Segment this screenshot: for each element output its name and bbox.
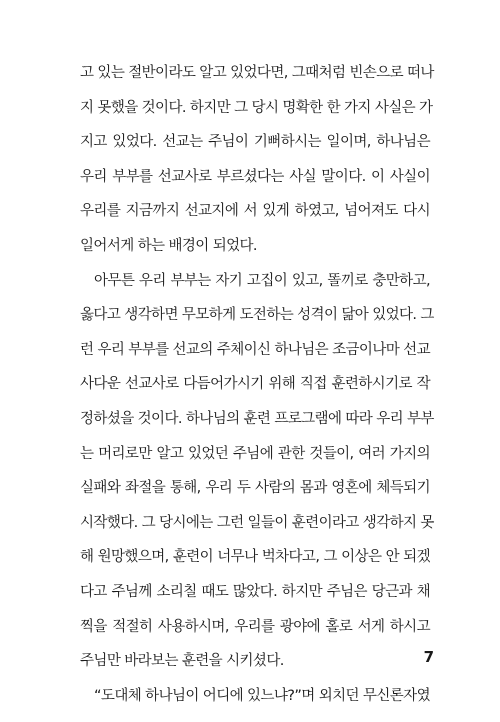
text-line: 는 머리로만 알고 있었던 주님에 관한 것들이, 여러 가지의 — [80, 445, 430, 462]
text-line: 우리 부부를 선교사로 부르셨다는 사실 말이다. 이 사실이 — [80, 168, 430, 185]
text-line: “도대체 하나님이 어디에 있느냐?”며 외치던 무신론자였 — [94, 687, 430, 704]
text-line: 지 못했을 것이다. 하지만 그 당시 명확한 한 가지 사실은 가 — [80, 99, 433, 116]
text-line: 정하셨을 것이다. 하나님의 훈련 프로그램에 따라 우리 부부 — [80, 410, 434, 427]
text-line: 시작했다. 그 당시에는 그런 일들이 훈련이라고 생각하지 못 — [80, 514, 434, 531]
page-number: 7 — [423, 648, 434, 666]
text-line: 런 우리 부부를 선교의 주체이신 하나님은 조금이나마 선교 — [80, 341, 430, 358]
text-line: 아무튼 우리 부부는 자기 고집이 있고, 똘끼로 충만하고, — [94, 272, 430, 289]
text-line: 사다운 선교사로 다듬어가시기 위해 직접 훈련하시기로 작 — [80, 376, 430, 393]
text-line: 찍을 적절히 사용하시며, 우리를 광야에 홀로 서게 하시고 — [80, 618, 430, 635]
text-line: 주님만 바라보는 훈련을 시키셨다. — [80, 653, 284, 670]
text-line: 고 있는 절반이라도 알고 있었다면, 그때처럼 빈손으로 떠나 — [80, 65, 434, 81]
text-line: 옳다고 생각하면 무모하게 도전하는 성격이 닮아 있었다. 그 — [80, 307, 434, 324]
body-text — [80, 56, 434, 713]
text-line: 우리를 지금까지 선교지에 서 있게 하였고, 넘어져도 다시 — [80, 203, 430, 220]
text-line: 일어서게 하는 배경이 되었다. — [80, 237, 257, 254]
text-line: 해 원망했으며, 훈련이 너무나 벅차다고, 그 이상은 안 되겠 — [80, 549, 430, 566]
text-line: 다고 주님께 소리칠 때도 많았다. 하지만 주님은 당근과 채 — [80, 583, 430, 600]
text-line: 지고 있었다. 선교는 주님이 기뻐하시는 일이며, 하나님은 — [80, 134, 430, 151]
text-line: 실패와 좌절을 통해, 우리 두 사람의 몸과 영혼에 체득되기 — [80, 480, 430, 497]
